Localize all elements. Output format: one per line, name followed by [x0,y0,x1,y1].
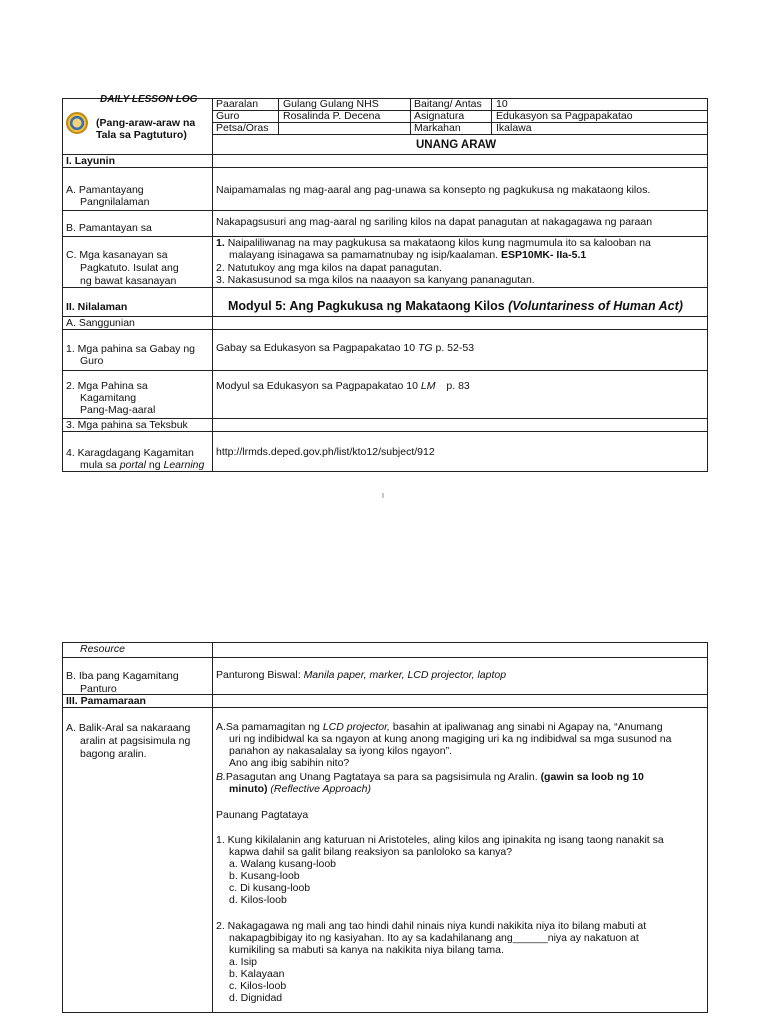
karagdagan-label-2: mula sa portal ng Learning [80,459,205,471]
q1-option-c: c. Di kusang-loob [229,882,311,894]
iba-text: Panturong Biswal: Manila paper, marker, LCD projector, laptop [216,669,507,681]
q1-option-a: a. Walang kusang-loob [229,858,337,870]
asignatura-label: Asignatura [414,110,465,122]
page-mark: I [382,493,384,500]
pamamaraan-heading: III. Pamamaraan [66,695,146,707]
iba-label-2: Panturo [80,683,117,695]
paunang-heading: Paunang Pagtataya [216,809,309,821]
q2-line3: kumikiling sa mabuti sa kanya na nakikita niya bilang tama. [229,944,504,956]
nilalaman-heading: II. Nilalaman [66,301,128,313]
row-a-label-1: A. Pamantayang [66,184,144,196]
step-a-line3: panahon ay nakasalalay sa iyong kilos ngayon”. [229,745,452,757]
row-c-label-2: Pagkatuto. Isulat ang [80,262,179,274]
competency-3: 3. Nakasusunod sa mga kilos na naaayon sa kanyang pananagutan. [216,274,535,286]
gabay-label-1: 1. Mga pahina sa Gabay ng [66,343,196,355]
gabay-text: Gabay sa Edukasyon sa Pagpapakatao 10 TG p. 52-53 [216,342,475,354]
competency-1-cont: malayang isinagawa sa pamamatnubay ng isip/kaalaman. ESP10MK- IIa-5.1 [229,249,587,261]
row-c-label-1: C. Mga kasanayan sa [66,249,168,261]
guro-value: Rosalinda P. Decena [283,110,381,122]
lrmds-link[interactable]: http://lrmds.deped.gov.ph/list/kto12/subject/912 [216,446,435,458]
asignatura-value: Edukasyon sa Pagpapakatao [496,110,633,122]
layunin-heading: I. Layunin [66,155,116,167]
baitang-label: Baitang/ Antas [414,98,482,110]
deped-seal-logo [66,112,88,134]
row-a-label-2: Pangnilalaman [80,196,150,208]
competency-2: 2. Natutukoy ang mga kilos na dapat panagutan. [216,262,442,274]
q2-option-a: a. Isip [229,956,258,968]
day-heading: UNANG ARAW [416,139,497,151]
q2-option-b: b. Kalayaan [229,968,285,980]
step-b-line1: B.Pasagutan ang Unang Pagtataya sa para sa pagsisimula ng Aralin. (gawin sa loob ng 10 [216,771,644,783]
balik-label-1: A. Balik-Aral sa nakaraang [66,722,191,734]
petsa-label: Petsa/Oras [216,122,269,134]
balik-label-2: aralin at pagsisimula ng [80,735,191,747]
dll-title: DAILY LESSON LOG [100,94,198,105]
q1-option-b: b. Kusang-loob [229,870,300,882]
kagamitan-label-1: 2. Mga Pahina sa [66,380,148,392]
q1-line1: 1. Kung kikilalanin ang katuruan ni Aristoteles, aling kilos ang ipinakita ng isang taong nanakit sa [216,834,664,846]
row-b-text: Nakapagsusuri ang mag-aaral ng sariling kilos na dapat panagutan at nakagagawa ng paraan [216,216,653,228]
step-b-line2: minuto) (Reflective Approach) [229,783,371,795]
gabay-label-2: Guro [80,355,104,367]
dll-subtitle: (Pang-araw-araw na Tala sa Pagtuturo) [96,117,196,141]
paaralan-value: Gulang Gulang NHS [283,98,379,110]
iba-label-1: B. Iba pang Kagamitang [66,670,179,682]
q1-option-d: d. Kilos-loob [229,894,287,906]
q2-line1: 2. Nakagagawa ng mali ang tao hindi dahil ninais niya kundi nakikita niya ito bilang mabuti at [216,920,647,932]
q1-line2: kapwa dahil sa galit bilang reaksiyon sa panloloko sa kanya? [229,846,513,858]
step-a-line1: A.Sa pamamagitan ng LCD projector, basahin at ipaliwanag ang sinabi ni Agapay na, “Anumang [216,721,663,733]
kagamitan-label-3: Pang-Mag-aaral [80,404,156,416]
competency-1: 1. Naipaliliwanag na may pagkukusa sa makataong kilos kung nagmumula ito sa kalooban na [216,237,651,249]
teksbuk-label: 3. Mga pahina sa Teksbuk [66,419,188,431]
row-b-label: B. Pamantayan sa [66,222,152,234]
balik-label-3: bagong aralin. [80,748,147,760]
q2-option-d: d. Dignidad [229,992,283,1004]
kagamitan-label-2: Kagamitang [80,392,137,404]
step-a-line2: uri ng indibidwal ka sa ngayon at kung anong magiging uri ka ng indibidwal sa mga susunod na [229,733,672,745]
paaralan-label: Paaralan [216,98,259,110]
resource-label: Resource [80,643,125,655]
step-a-line4: Ano ang ibig sabihin nito? [229,757,350,769]
kagamitan-text: Modyul sa Edukasyon sa Pagpapakatao 10 LM p. 83 [216,380,470,392]
competency-code: ESP10MK- IIa-5.1 [501,249,587,261]
sanggunian-label: A. Sanggunian [66,317,135,329]
row-c-label-3: ng bawat kasanayan [80,275,177,287]
q2-option-c: c. Kilos-loob [229,980,287,992]
karagdagan-label-1: 4. Karagdagang Kagamitan [66,447,194,459]
q2-line2: nakapagbibigay ito ng kasiyahan. Ito ay sa kadahilanang ang______niya ay nakatuon at [229,932,639,944]
guro-label: Guro [216,110,240,122]
baitang-value: 10 [496,98,508,110]
modyul-title: Modyul 5: Ang Pagkukusa ng Makataong Kilos (Voluntariness of Human Act) [228,299,683,313]
markahan-value: Ikalawa [496,122,532,134]
markahan-label: Markahan [414,122,461,134]
row-a-text: Naipamamalas ng mag-aaral ang pag-unawa sa konsepto ng pagkukusa ng makataong kilos. [216,184,651,196]
